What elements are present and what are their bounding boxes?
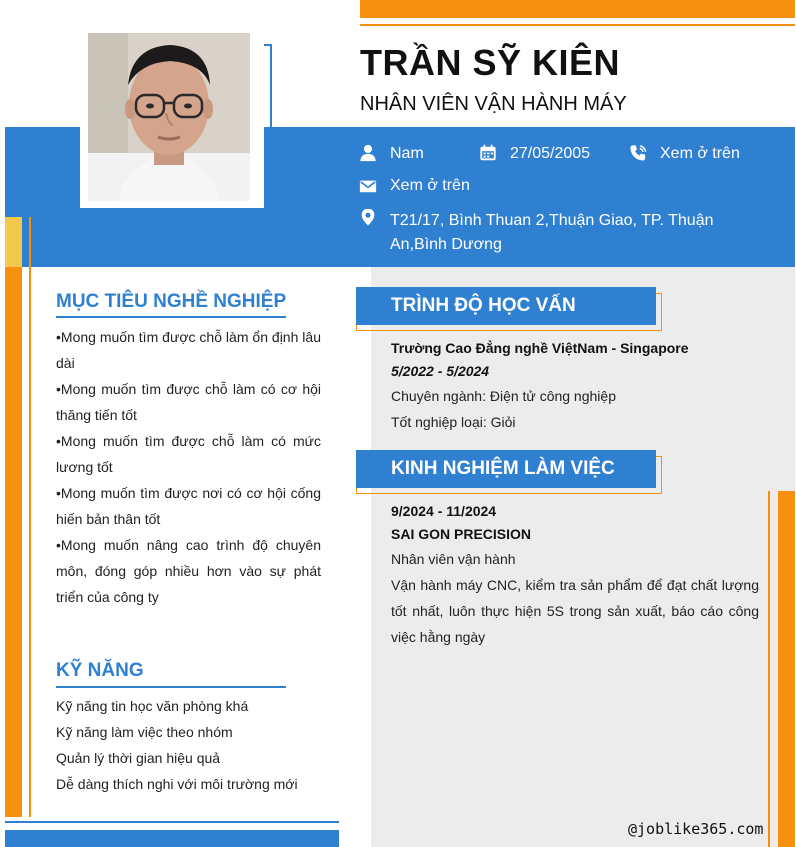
skill-item: Kỹ năng tin học văn phòng khá bbox=[56, 698, 249, 714]
objective-item: •Mong muốn tìm được chỗ làm ổn định lâu dài bbox=[56, 329, 321, 371]
experience-heading: KINH NGHIỆM LÀM VIỆC bbox=[356, 450, 656, 488]
email-value: Xem ở trên bbox=[390, 177, 470, 194]
gender-value: Nam bbox=[390, 145, 424, 162]
experience-position: Nhân viên vận hành bbox=[391, 551, 516, 567]
bottom-blue-line bbox=[5, 821, 339, 823]
candidate-name: TRẦN SỸ KIÊN bbox=[360, 42, 621, 83]
skill-item: Quản lý thời gian hiệu quả bbox=[56, 750, 221, 766]
left-thin-orange-line bbox=[29, 217, 31, 817]
experience-period: 9/2024 - 11/2024 bbox=[391, 503, 497, 519]
location-pin-icon bbox=[359, 208, 377, 226]
profile-photo bbox=[88, 33, 250, 201]
experience-description: Vận hành máy CNC, kiểm tra sản phẩm để đạt chất lượng tốt nhất, luôn thực hiện 5S trong sản xuất, báo cáo công việc hằng ngày bbox=[391, 577, 759, 645]
right-orange-bar bbox=[778, 491, 795, 847]
phone-icon bbox=[629, 144, 647, 162]
address-value: T21/17, Bình Thuan 2,Thuận Giao, TP. Thuận An,Bình Dương bbox=[390, 212, 714, 253]
right-thin-orange-line bbox=[768, 491, 770, 847]
objective-item: •Mong muốn tìm được chỗ làm có cơ hội thăng tiến tốt bbox=[56, 381, 321, 423]
left-orange-strip bbox=[5, 267, 22, 817]
objective-heading: MỤC TIÊU NGHỀ NGHIỆP bbox=[56, 291, 287, 312]
user-icon bbox=[359, 144, 377, 162]
left-yellow-strip bbox=[5, 217, 22, 267]
birthdate-value: 27/05/2005 bbox=[510, 145, 591, 162]
education-school: Trường Cao Đẳng nghề ViệtNam - Singapore bbox=[391, 340, 689, 356]
skills-heading: KỸ NĂNG bbox=[56, 660, 144, 681]
top-orange-bar bbox=[360, 0, 795, 18]
skill-item: Kỹ năng làm việc theo nhóm bbox=[56, 724, 233, 740]
education-heading: TRÌNH ĐỘ HỌC VẤN bbox=[356, 287, 656, 325]
skills-heading-underline bbox=[56, 686, 286, 688]
objective-item: •Mong muốn nâng cao trình độ chuyên môn, đóng góp nhiều hơn vào sự phát triển của công ty bbox=[56, 537, 321, 605]
education-period: 5/2022 - 5/2024 bbox=[391, 363, 490, 379]
experience-company: SAI GON PRECISION bbox=[391, 526, 532, 542]
objective-heading-underline bbox=[56, 316, 286, 318]
objective-item: •Mong muốn tìm được nơi có cơ hội cống hiến bản thân tốt bbox=[56, 485, 321, 527]
envelope-icon bbox=[359, 177, 377, 195]
job-title: NHÂN VIÊN VẬN HÀNH MÁY bbox=[360, 93, 627, 115]
phone-value: Xem ở trên bbox=[660, 145, 740, 162]
education-major: Chuyên ngành: Điện tử công nghiệp bbox=[391, 388, 616, 404]
skill-item: Dễ dàng thích nghi với môi trường mới bbox=[56, 776, 298, 792]
objective-item: •Mong muốn tìm được chỗ làm có mức lương tốt bbox=[56, 433, 321, 475]
top-orange-line bbox=[360, 24, 795, 26]
calendar-icon bbox=[479, 144, 497, 162]
site-watermark: @joblike365.com bbox=[628, 820, 764, 838]
education-grade: Tốt nghiệp loại: Giỏi bbox=[391, 414, 516, 430]
bottom-blue-bar bbox=[5, 830, 339, 847]
